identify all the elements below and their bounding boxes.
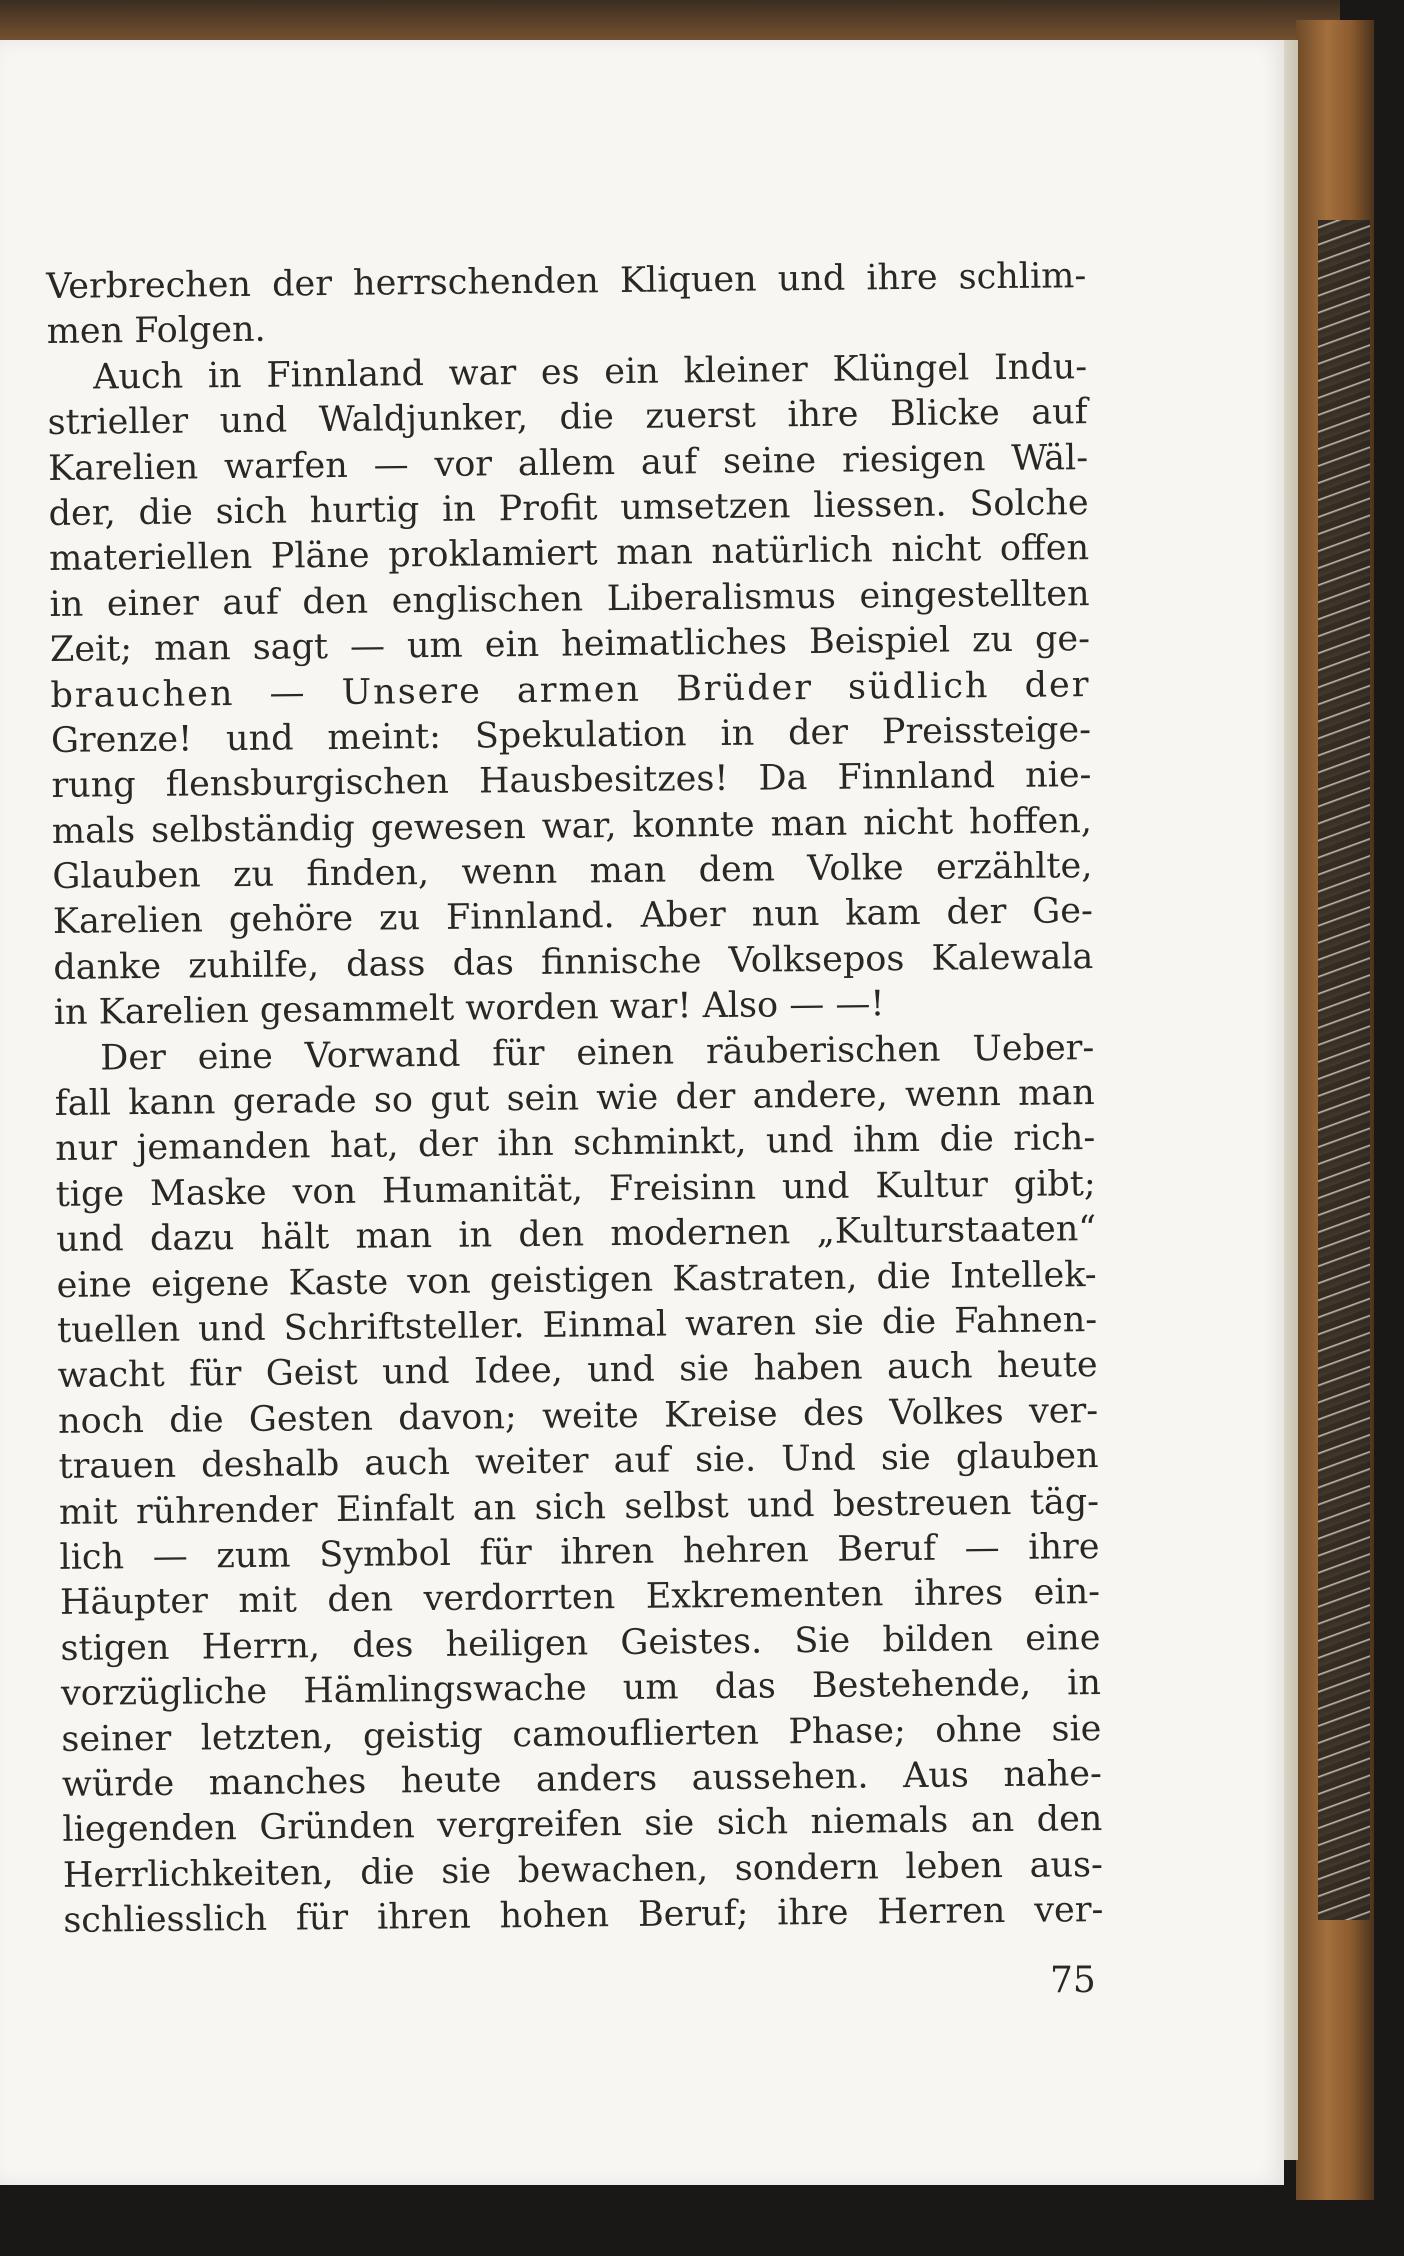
text-line: Häupter mit den verdorrten Exkrementen ihres ein- <box>59 1572 1101 1624</box>
marbled-endpaper <box>1318 220 1370 1920</box>
text-line: trauen deshalb auch weiter auf sie. Und sie glauben <box>58 1436 1099 1488</box>
text-line: vorzügliche Hämlingswache um das Bestehende, in <box>60 1663 1102 1715</box>
text-line: Der eine Vorwand für einen räuberischen Ueber- <box>100 1027 1095 1079</box>
text-line: der, die sich hurtig in Profit umsetzen liessen. Solche <box>48 483 1089 534</box>
text-line: nur jemanden hat, der ihn schminkt, und ihm die rich- <box>55 1118 1096 1170</box>
text-line: lich — zum Symbol für ihren hehren Beruf — ihre <box>59 1526 1100 1578</box>
page-number: 75 <box>1050 1960 1096 2001</box>
text-line: Herrlichkeiten, die sie bewachen, sondern leben aus- <box>62 1844 1104 1896</box>
text-line: wacht für Geist und Idee, und sie haben auch heute <box>57 1345 1098 1397</box>
text-line: strieller und Waldjunker, die zuerst ihre Blicke auf <box>47 392 1088 444</box>
text-line: mit rührender Einfalt an sich selbst und bestreuen täg- <box>58 1481 1100 1533</box>
text-line: schliesslich für ihren hohen Beruf; ihre Herren ver- <box>63 1890 1104 1941</box>
text-line: Auch in Finnland war es ein kleiner Klüngel Indu- <box>92 346 1088 398</box>
text-line: Karelien warfen — vor allem auf seine riesigen Wäl- <box>47 437 1089 489</box>
text-line: mals selbständig gewesen war, konnte man nicht hoffen, <box>51 800 1093 852</box>
text-line: in Karelien gesammelt worden war! Also — —! <box>53 984 885 1034</box>
text-line: rung flensburgischen Hausbesitzes! Da Finnland nie- <box>51 755 1092 807</box>
text-line: Grenze! und meint: Spekulation in der Preissteige- <box>50 709 1092 761</box>
text-line: tige Maske von Humanität, Freisinn und Kultur gibt; <box>55 1163 1096 1215</box>
text-line: Zeit; man sagt — um ein heimatliches Beispiel zu ge- <box>49 619 1091 671</box>
text-line: fall kann gerade so gut sein wie der andere, wenn man <box>54 1073 1095 1124</box>
text-line: und dazu hält man in den modernen „Kulturstaaten“ <box>56 1209 1097 1261</box>
text-line: brauchen — Unsere armen Brüder südlich der <box>50 664 1091 716</box>
text-line: liegenden Gründen vergreifen sie sich niemals an den <box>62 1799 1103 1851</box>
text-line: men Folgen. <box>46 310 266 353</box>
text-line: materiellen Pläne proklamiert man natürlich nicht offen <box>48 528 1090 580</box>
text-line: Karelien gehöre zu Finnland. Aber nun kam der Ge- <box>52 891 1094 943</box>
page-body-text <box>46 254 1104 1944</box>
book-page <box>0 40 1284 2185</box>
text-line: in einer auf den englischen Liberalismus eingestellten <box>49 573 1090 625</box>
text-line: Verbrechen der herrschenden Kliquen und ihre schlim- <box>46 256 1087 307</box>
text-line: Glauben zu finden, wenn man dem Volke erzählte, <box>52 846 1093 898</box>
text-line: noch die Gesten davon; weite Kreise des Volkes ver- <box>57 1390 1099 1442</box>
text-line: eine eigene Kaste von geistigen Kastraten, die Intellek- <box>56 1254 1097 1306</box>
text-line: würde manches heute anders aussehen. Aus nahe- <box>61 1753 1103 1805</box>
text-line: stigen Herrn, des heiligen Geistes. Sie bilden eine <box>60 1617 1101 1669</box>
text-line: danke zuhilfe, dass das finnische Volksepos Kalewala <box>53 936 1094 988</box>
text-line: seiner letzten, geistig camouflierten Phase; ohne sie <box>61 1708 1102 1760</box>
text-line: tuellen und Schriftsteller. Einmal waren sie die Fahnen- <box>56 1300 1098 1351</box>
